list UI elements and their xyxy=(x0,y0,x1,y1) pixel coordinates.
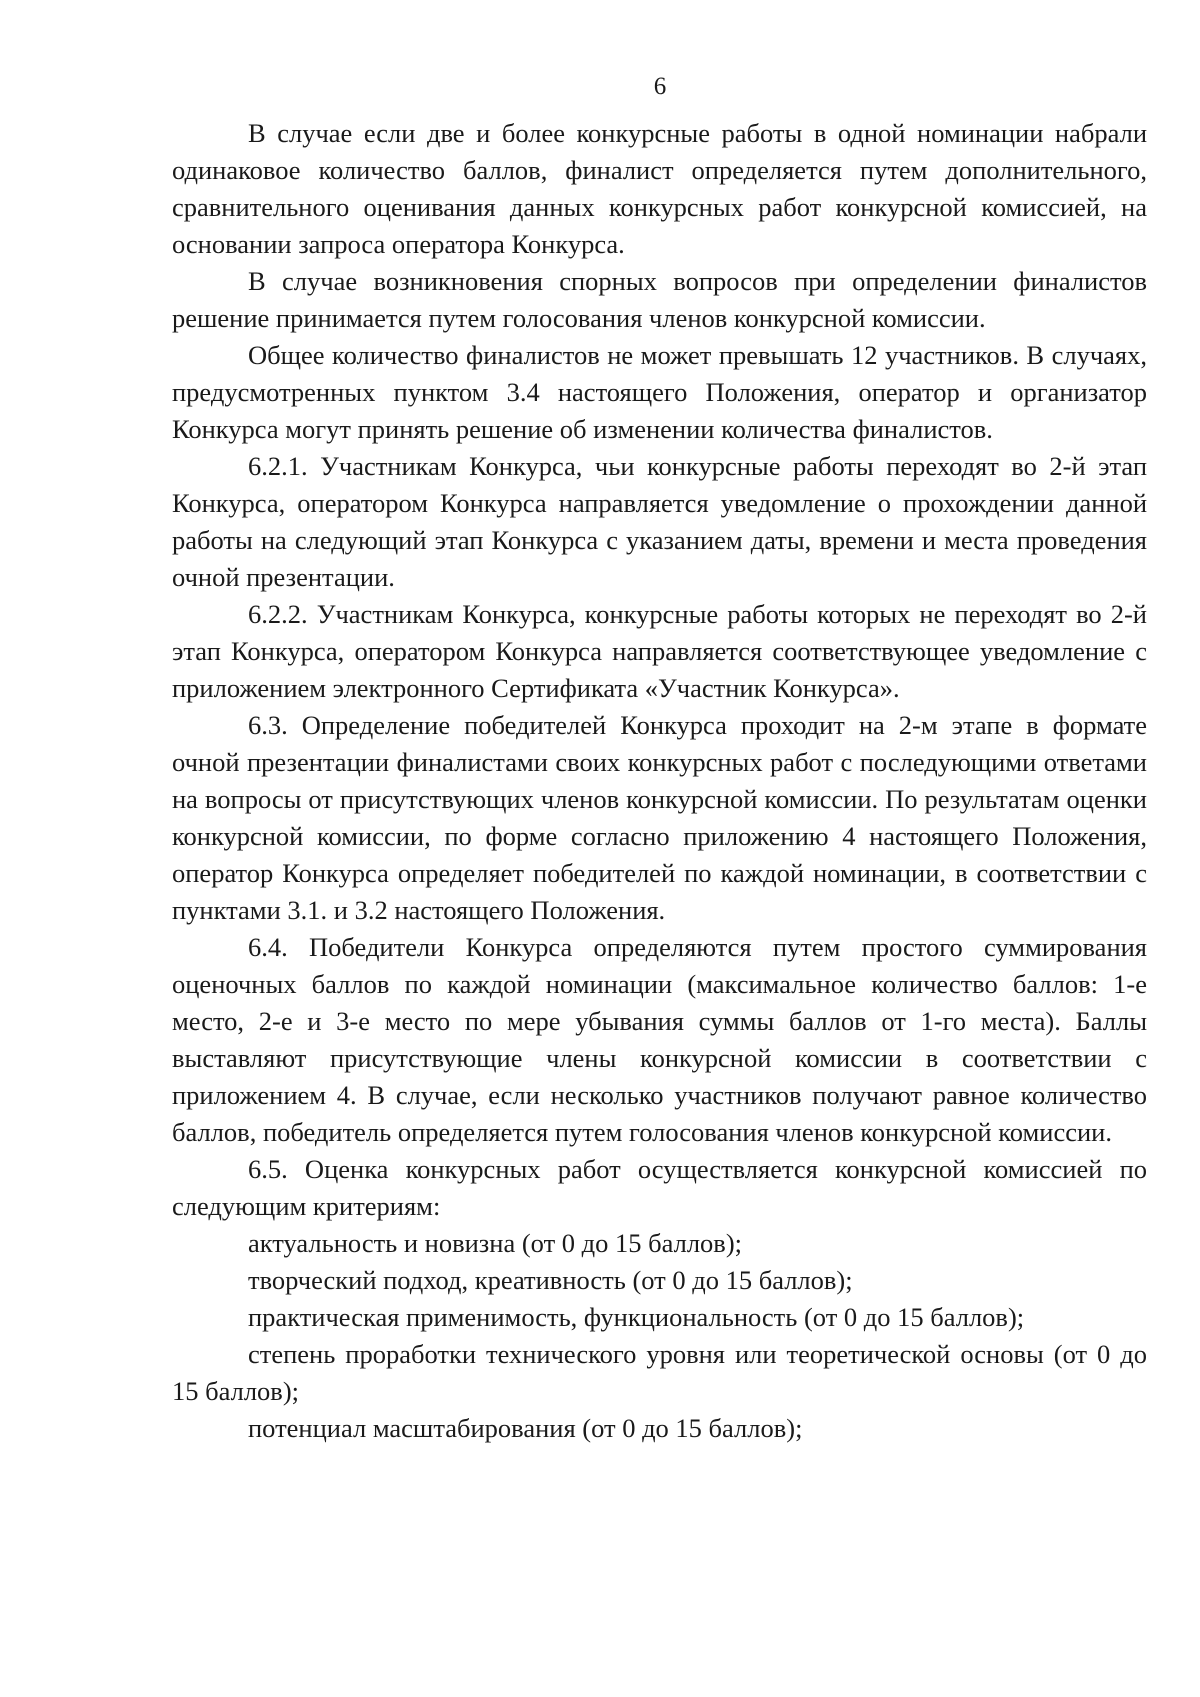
criterion-item: практическая применимость, функциональность (от 0 до 15 баллов); xyxy=(248,1302,1025,1332)
criterion-item: творческий подход, креативность (от 0 до 15 баллов); xyxy=(248,1265,853,1295)
paragraph-6-4: 6.4. Победители Конкурса определяются путем простого суммирования оценочных баллов по каждой номинации (максимальное количество баллов: 1-е место, 2-е и 3-е место по мере убывания суммы баллов от 1-го места). Баллы выставляют присутствующие члены конкурсной комиссии в соответствии с приложением 4. В случае, если несколько участников получают равное количество баллов, победитель определяется путем голосования членов конкурсной комиссии. xyxy=(172,932,1147,1147)
paragraph-tie-breaking: В случае если две и более конкурсные работы в одной номинации набрали одинаковое количество баллов, финалист определяется путем дополнительного, сравнительного оценивания данных конкурсных работ конкурсной комиссией, на основании запроса оператора Конкурса. xyxy=(172,118,1147,259)
paragraph-disputes: В случае возникновения спорных вопросов при определении финалистов решение принимается путем голосования членов конкурсной комиссии. xyxy=(172,266,1147,333)
paragraph-6-3: 6.3. Определение победителей Конкурса проходит на 2-м этапе в формате очной презентации финалистами своих конкурсных работ с последующими ответами на вопросы от присутствующих членов конкурсной комиссии. По результатам оценки конкурсной комиссии, по форме согласно приложению 4 настоящего Положения, оператор Конкурса определяет победителей по каждой номинации, в соответствии с пунктами 3.1. и 3.2 настоящего Положения. xyxy=(172,710,1147,925)
page-number: 6 xyxy=(653,73,667,100)
document-body xyxy=(172,115,1147,1447)
paragraph-finalists-count: Общее количество финалистов не может превышать 12 участников. В случаях, предусмотренных пунктом 3.4 настоящего Положения, оператор и организатор Конкурса могут принять решение об изменении количества финалистов. xyxy=(172,340,1147,444)
paragraph-6-2-1: 6.2.1. Участникам Конкурса, чьи конкурсные работы переходят во 2-й этап Конкурса, оператором Конкурса направляется уведомление о прохождении данной работы на следующий этап Конкурса с указанием даты, времени и места проведения очной презентации. xyxy=(172,451,1147,592)
criterion-item: актуальность и новизна (от 0 до 15 баллов); xyxy=(248,1228,743,1258)
criterion-item: потенциал масштабирования (от 0 до 15 баллов); xyxy=(248,1413,803,1443)
paragraph-6-2-2: 6.2.2. Участникам Конкурса, конкурсные работы которых не переходят во 2-й этап Конкурса, оператором Конкурса направляется соответствующее уведомление с приложением электронного Сертификата «Участник Конкурса». xyxy=(172,599,1147,703)
paragraph-6-5: 6.5. Оценка конкурсных работ осуществляется конкурсной комиссией по следующим критериям: xyxy=(172,1154,1147,1221)
criterion-item: степень проработки технического уровня или теоретической основы (от 0 до 15 баллов); xyxy=(172,1339,1147,1406)
